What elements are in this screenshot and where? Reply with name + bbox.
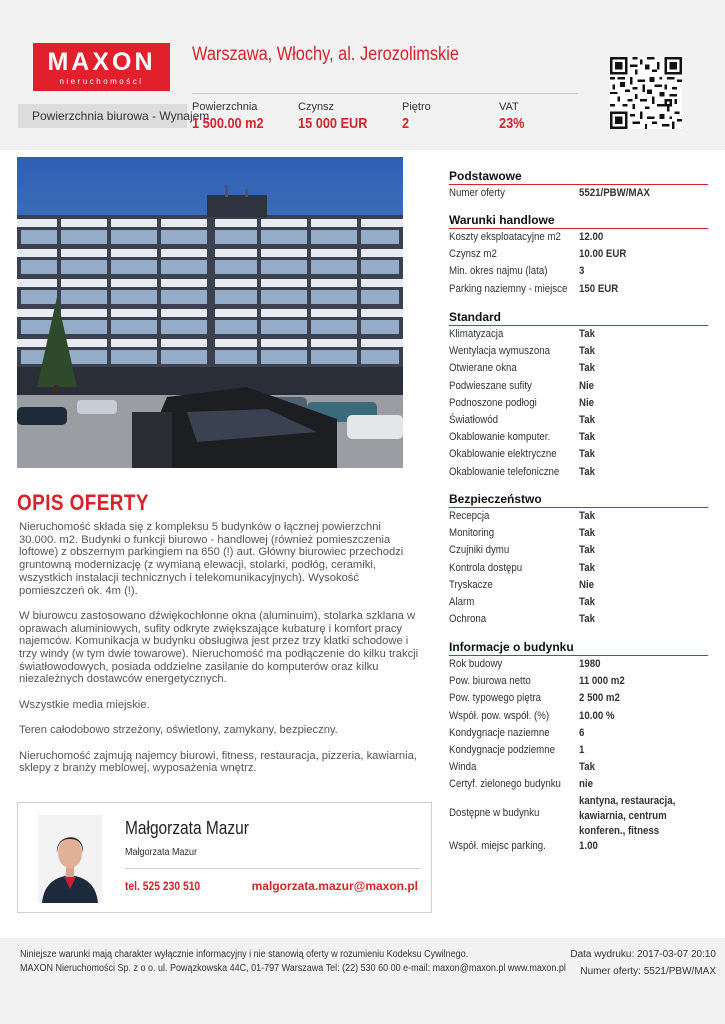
- spec-key: Monitoring: [449, 527, 495, 540]
- spec-value: Nie: [579, 396, 595, 409]
- spec-key: Ochrona: [449, 613, 487, 626]
- spec-row: [449, 560, 708, 577]
- spec-row: [449, 725, 708, 742]
- spec-row: [449, 446, 708, 463]
- spec-value: 1: [579, 743, 585, 756]
- spec-row: [449, 673, 708, 690]
- divider: [192, 93, 578, 94]
- agent-card: [17, 802, 432, 913]
- spec-row: [449, 594, 708, 611]
- spec-row: [449, 611, 708, 628]
- spec-row: [449, 326, 708, 343]
- spec-row: [449, 343, 708, 360]
- spec-row: [449, 246, 708, 263]
- stat-label: Powierzchnia: [192, 101, 258, 113]
- spec-key: Podnoszone podłogi: [449, 396, 537, 409]
- spec-row: [449, 360, 708, 377]
- spec-value: nie: [579, 778, 593, 791]
- spec-key: Tryskacze: [449, 578, 493, 591]
- spec-key: Numer oferty: [449, 187, 505, 199]
- description-paragraph: W biurowcu zastosowano dźwiękochłonne okna (aluminuim), stolarka szklana w oprawach aluminiowych, sufity odkryte zwiększające kubaturę i komfort pracy najemców. Komunikacja w budynku obsługiwa jest przez trzy klatki schodowe i trzy windy (w tym dwie towarowe). Nieruchomość ma podłączenie do kilku trakcji światłowodowych, posiada oddzielne zasilanie do komputerów oraz kilku niezależnych dostawców energetycznych.: [19, 609, 419, 686]
- spec-row: [449, 525, 708, 542]
- spec-value: Tak: [579, 465, 595, 478]
- footer-disclaimer: Niniejsze warunki mają charakter wyłącznie informacyjny i nie stanowią oferty w rozumieniu Kodeksu Cywilnego.: [20, 949, 469, 960]
- spec-value: 6: [579, 726, 585, 739]
- footer: [0, 938, 725, 1024]
- spec-key: Recepcja: [449, 510, 490, 522]
- spec-value: 5521/PBW/MAX: [579, 187, 651, 199]
- description-paragraph: Nieruchomość zajmują najemcy biurowi, fitness, restauracja, pizzeria, kawiarnia, sklepy z branży meblowej, wyposażenia wnętrz.: [19, 749, 417, 775]
- spec-value: 10.00 %: [579, 709, 615, 722]
- stat-rent: [298, 101, 380, 132]
- spec-value: 3: [579, 265, 585, 278]
- logo-tagline: nieruchomości: [59, 77, 144, 86]
- spec-row: [449, 429, 708, 446]
- spec-row: [449, 708, 708, 725]
- spec-row: [449, 263, 708, 280]
- spec-key: Rok budowy: [449, 658, 503, 670]
- spec-value: Tak: [579, 595, 595, 608]
- spec-key: Współ. miejsc parking.: [449, 839, 546, 852]
- spec-value: Tak: [579, 328, 595, 340]
- spec-key: Kondygnacje naziemne: [449, 726, 550, 739]
- spec-value: Tak: [579, 413, 595, 426]
- spec-value: Tak: [579, 510, 595, 522]
- section-podstawowe: [449, 169, 708, 202]
- spec-value: 150 EUR: [579, 282, 619, 295]
- section-title: Standard: [449, 310, 708, 326]
- spec-key: Wentylacja wymuszona: [449, 345, 550, 358]
- spec-value: 11 000 m2: [579, 675, 625, 688]
- footer-company-info: MAXON Nieruchomości Sp. z o o. ul. Powązkowska 44C, 01-797 Warszawa Tel: (22) 530 60 00 e-mail: maxon@maxon.pl www.maxon.pl: [20, 963, 566, 974]
- spec-value: 1980: [579, 658, 601, 670]
- spec-row: [449, 577, 708, 594]
- spec-key: Czynsz m2: [449, 248, 497, 261]
- spec-value: Tak: [579, 613, 595, 626]
- spec-value: Nie: [579, 379, 595, 392]
- spec-key: Pow. typowego piętra: [449, 692, 542, 705]
- description-paragraph: Teren całodobowo strzeżony, oświetlony, zamykany, bezpieczny.: [19, 724, 338, 737]
- section-bezpieczenstwo: [449, 492, 708, 628]
- spec-row: [449, 281, 708, 298]
- spec-value: 10.00 EUR: [579, 248, 627, 261]
- spec-value: Tak: [579, 761, 595, 774]
- section-standard: [449, 310, 708, 481]
- header: [0, 0, 725, 150]
- stat-vat: [499, 101, 529, 132]
- stat-value: 1 500.00 m2: [192, 115, 264, 132]
- section-title: Warunki handlowe: [449, 213, 708, 229]
- spec-value: Tak: [579, 431, 595, 444]
- property-photo[interactable]: [17, 157, 403, 468]
- description-paragraph: Wszystkie media miejskie.: [19, 698, 150, 711]
- spec-value: Tak: [579, 544, 595, 557]
- footer-offer-number: Numer oferty: 5521/PBW/MAX: [580, 966, 716, 977]
- stat-label: Czynsz: [298, 101, 335, 113]
- agent-email-link[interactable]: malgorzata.mazur@maxon.pl: [251, 879, 418, 893]
- spec-value: 2 500 m2: [579, 692, 620, 705]
- stat-label: VAT: [499, 101, 519, 113]
- spec-value: kantyna, restauracja, kawiarnia, centrum konferen., fitness: [579, 794, 676, 837]
- stat-value: 23%: [499, 115, 525, 132]
- spec-key: Światłowód: [449, 413, 498, 426]
- spec-row: [449, 395, 708, 412]
- qr-code-icon[interactable]: [610, 57, 682, 129]
- spec-row: [449, 759, 708, 776]
- footer-print-date: Data wydruku: 2017-03-07 20:10: [570, 949, 716, 960]
- spec-row: [449, 690, 708, 707]
- stat-value: 2: [402, 115, 410, 132]
- divider: [125, 868, 421, 869]
- spec-key: Kontrola dostępu: [449, 561, 523, 574]
- spec-value: Tak: [579, 362, 595, 375]
- spec-key: Kondygnacje podziemne: [449, 743, 556, 756]
- spec-key: Winda: [449, 761, 477, 774]
- spec-key: Parking naziemny - miejsce: [449, 282, 568, 295]
- spec-key: Podwieszane sufity: [449, 379, 532, 392]
- spec-row: [449, 464, 708, 481]
- spec-key: Okablowanie komputer.: [449, 431, 551, 444]
- spec-value: Tak: [579, 448, 595, 461]
- spec-key: Okablowanie telefoniczne: [449, 465, 560, 478]
- spec-value: Tak: [579, 561, 595, 574]
- spec-key: Współ. pow. współ. (%): [449, 709, 550, 722]
- logo-wordmark: MAXON: [47, 48, 156, 76]
- spec-key: Okablowanie elektryczne: [449, 448, 557, 461]
- spec-row: [449, 838, 708, 855]
- spec-key: Otwierane okna: [449, 362, 517, 375]
- section-warunki-handlowe: [449, 213, 708, 298]
- spec-row: [449, 378, 708, 395]
- agent-name: Małgorzata Mazur: [125, 818, 249, 838]
- spec-key: Dostępne w budynku: [449, 806, 540, 819]
- spec-row: [449, 776, 708, 793]
- property-address: Warszawa, Włochy, al. Jerozolimskie: [192, 44, 459, 65]
- spec-value: Nie: [579, 578, 595, 591]
- spec-key: Pow. biurowa netto: [449, 675, 531, 688]
- stat-value: 15 000 EUR: [298, 115, 368, 132]
- spec-key: Czujniki dymu: [449, 544, 510, 557]
- offer-type-badge: [18, 104, 210, 128]
- spec-row: [449, 229, 708, 246]
- spec-value: 12.00: [579, 231, 604, 243]
- agent-subtitle: Małgorzata Mazur: [125, 847, 198, 858]
- spec-row: [449, 185, 708, 202]
- stat-floor: [402, 101, 431, 132]
- stat-area: [192, 101, 276, 132]
- spec-row: [449, 656, 708, 673]
- spec-row: [449, 542, 708, 559]
- stat-label: Piętro: [402, 101, 431, 113]
- description-paragraph: Nieruchomość składa się z kompleksu 5 budynków o łącznej powierzchni 30.000. m2. Budynki o funkcji biurowo - handlowej (również pomieszczenia loftowe) z obszernym parkingiem na 650 (!) aut. Główny biurowiec przechodzi gruntowną modernizację (z wymianą elewacji, stolarki, podłóg, ceramiki, wszystkich instalacji technicznych i telekomunikacyjnych). Wysokość pomieszczeń ok. 4m (!).: [19, 521, 404, 597]
- spec-value: Tak: [579, 345, 595, 358]
- agent-phone-link[interactable]: tel. 525 230 510: [125, 879, 201, 893]
- spec-key: Alarm: [449, 595, 475, 608]
- spec-key: Koszty eksploatacyjne m2: [449, 231, 561, 243]
- spec-row: [449, 412, 708, 429]
- agent-avatar: [38, 815, 102, 903]
- section-informacje-o-budynku: [449, 640, 708, 855]
- section-title: Podstawowe: [449, 169, 708, 185]
- spec-row: [449, 742, 708, 759]
- spec-key: Certyf. zielonego budynku: [449, 778, 561, 791]
- offer-type-label: Powierzchnia biurowa - Wynajem: [32, 109, 210, 123]
- spec-key: Min. okres najmu (lata): [449, 265, 548, 278]
- spec-row: [449, 508, 708, 525]
- spec-key: Klimatyzacja: [449, 328, 504, 340]
- description-body: [19, 521, 421, 788]
- spec-row: [449, 794, 708, 838]
- spec-value: 1.00: [579, 839, 598, 852]
- spec-value: Tak: [579, 527, 595, 540]
- maxon-logo[interactable]: [33, 43, 170, 91]
- section-title: Bezpieczeństwo: [449, 492, 708, 508]
- section-title: Informacje o budynku: [449, 640, 708, 656]
- description-title: OPIS OFERTY: [17, 490, 149, 515]
